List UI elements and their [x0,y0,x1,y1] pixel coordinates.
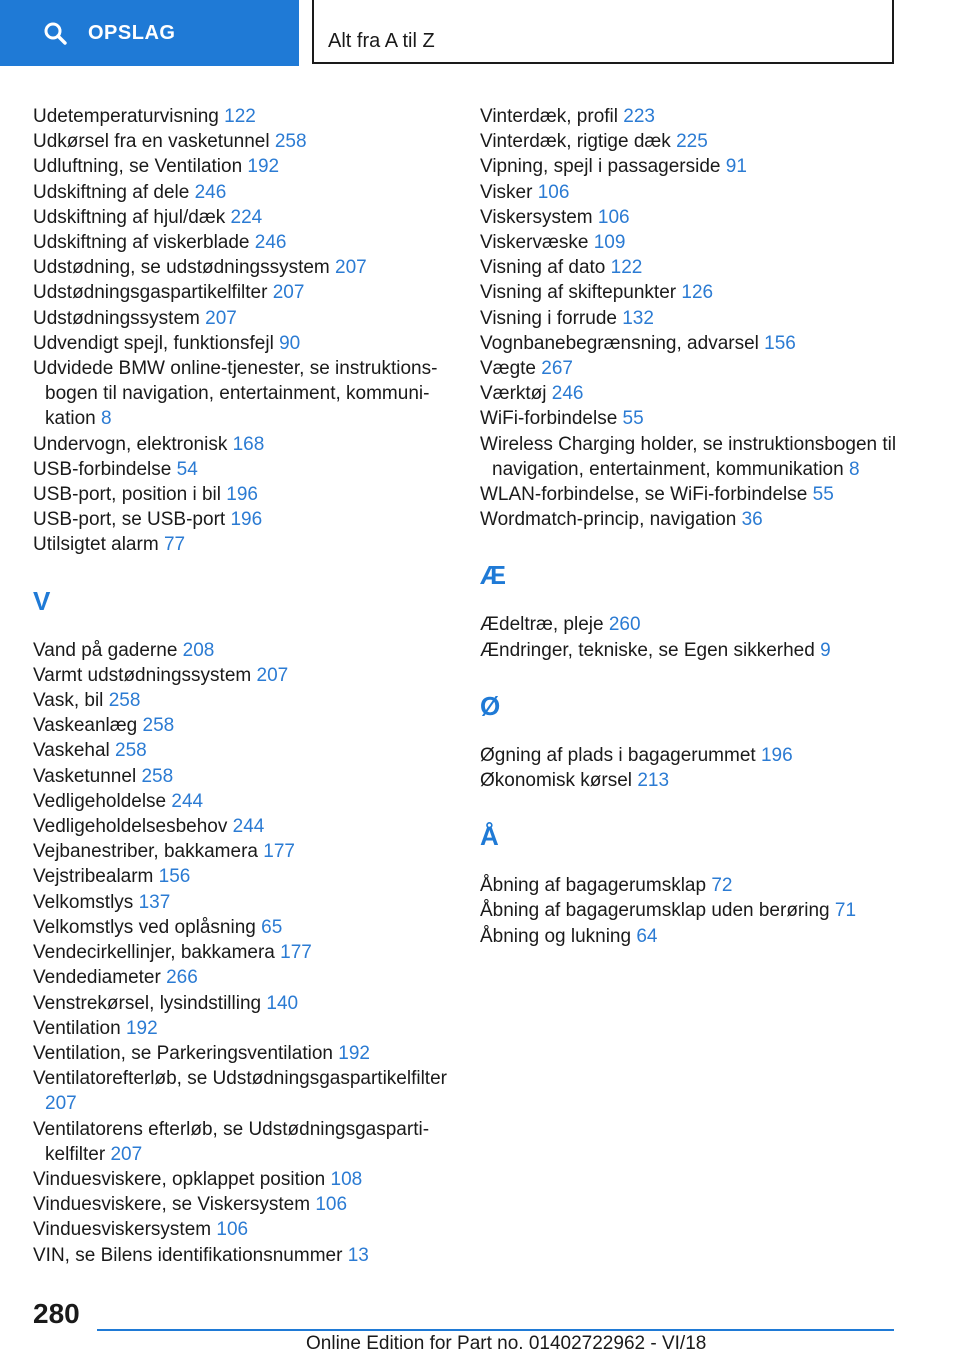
index-entry-text: Udstødningssystem [33,307,200,329]
page-reference-link[interactable]: 108 [330,1168,363,1190]
index-entry [33,1217,463,1242]
page-reference-link[interactable]: 177 [263,841,295,863]
section-letter: Æ [480,560,506,591]
index-entry [33,1117,463,1167]
section-tab[interactable] [0,0,299,66]
page-reference-link[interactable]: 8 [100,408,112,430]
index-entry [33,306,463,331]
index-entry [33,104,463,129]
page-reference-link[interactable]: 132 [622,307,654,329]
index-entry-text: Vipning, spejl i passagerside [480,156,721,178]
index-entry [33,940,463,965]
index-entry-text: Udstødning, se udstødningssystem [33,257,330,279]
index-entry [480,230,910,255]
index-entry-text: Vaskehal [33,740,110,762]
index-entry [33,280,463,305]
page-reference-link[interactable]: 213 [637,770,670,792]
index-entry-text: Velkomstlys ved oplåsning [33,916,256,938]
index-entry-text: Åbning og lukning [480,925,632,947]
index-entry-text: Udkørsel fra en vasketunnel [33,131,270,153]
index-entry [33,457,463,482]
index-entry-text: Udvidede BMW online-tjenester, se instruktionsbogen til navigation, entertainment, kommunikation [33,358,438,430]
index-entry-text: VIN, se Bilens identifikationsnummer [33,1244,343,1266]
index-entry [33,713,463,738]
index-entry-text: Vedligeholdelsesbehov [33,816,228,838]
page-reference-link[interactable]: 71 [834,900,857,922]
page-reference-link[interactable]: 122 [610,257,643,279]
index-entry [480,255,910,280]
index-entry-text: Wireless Charging holder, se instruktionsbogen til navigation, entertainment, kommunikation [480,433,897,480]
index-entry [33,814,463,839]
index-entry-text: Visning i forrude [480,307,617,329]
index-entry [33,356,463,432]
section-letter: Å [480,821,499,852]
section-letter: Ø [480,690,501,721]
index-entry [33,638,463,663]
page-reference-link[interactable]: 140 [266,992,299,1014]
page-reference-link[interactable]: 106 [315,1194,348,1216]
index-entry [33,663,463,688]
index-entry [480,104,910,129]
index-entry [480,482,910,507]
page-reference-link[interactable]: 55 [622,408,644,430]
page-reference-link[interactable]: 55 [812,484,834,506]
page-reference-link[interactable]: 109 [593,232,626,254]
index-entry [33,331,463,356]
page-reference-link[interactable]: 207 [256,664,289,686]
page-reference-link[interactable]: 91 [725,156,747,178]
index-entry-text: Udluftning, se Ventilation [33,156,243,178]
index-entry-text: Vejstribealarm [33,866,154,888]
index-entry [33,205,463,230]
index-entry [480,507,910,532]
index-entry-text: Vedligeholdelse [33,790,167,812]
index-entry [33,890,463,915]
index-entry-text: Ventilatorens efterløb, se Udstødningsgaspartikelfilter [33,1118,430,1165]
index-entry-text: Åbning af bagagerumsklap [480,875,707,897]
index-entry-text: Viskersystem [480,206,593,228]
page-reference-link[interactable]: 77 [163,534,186,556]
index-entry-text: Vinterdæk, profil [480,106,618,127]
page-reference-link[interactable]: 207 [335,257,367,279]
index-entry-text: Ventilation [33,1017,121,1039]
index-entry-text: Udvendigt spejl, funktionsfejl [33,332,274,354]
section-letter: V [33,585,51,616]
index-entry [33,230,463,255]
page-reference-link[interactable]: 168 [232,433,265,455]
page-reference-link[interactable]: 267 [541,358,573,380]
index-column-right [480,104,910,949]
index-entry [480,381,910,406]
index-entry-text: Vognbanebegrænsning, advarsel [480,332,759,354]
index-entry [480,306,910,331]
index-entry-text: Vaskeanlæg [33,715,138,737]
index-entry-text: Vinterdæk, rigtige dæk [480,131,671,153]
index-entry-text: Wordmatch-princip, navigation [480,509,737,531]
index-entry-text: Økonomisk kørsel [480,770,633,792]
page-reference-link[interactable]: 8 [848,458,860,480]
page-number: 280 [33,1298,80,1329]
index-entry-text: Venstrekørsel, lysindstilling [33,992,262,1014]
index-entry-text: Vejbanestriber, bakkamera [33,841,258,863]
page-reference-link[interactable]: 192 [247,156,280,178]
index-entry [33,1016,463,1041]
page-reference-link[interactable]: 126 [681,282,714,304]
index-entry-text: USB-forbindelse [33,458,172,480]
page-reference-link[interactable]: 13 [347,1244,369,1266]
index-entry [33,965,463,990]
page-reference-link[interactable]: 196 [230,509,263,531]
page-reference-link[interactable]: 207 [110,1143,143,1165]
index-entry-text: Ventilation, se Parkeringsventilation [33,1042,333,1064]
index-entry-text: Vand på gaderne [33,639,178,661]
index-entry [480,432,910,482]
index-entry [480,356,910,381]
index-entry [480,129,910,154]
page-reference-link[interactable]: 106 [216,1219,249,1241]
index-entry [33,180,463,205]
page-reference-link[interactable]: 244 [232,816,265,838]
page-reference-link[interactable]: 207 [205,307,237,329]
index-entry-text: Undervogn, elektronisk [33,433,228,455]
index-entry [480,898,910,923]
index-entry-text: Udskiftning af viskerblade [33,232,250,254]
index-entry [480,768,910,793]
index-entry [480,743,910,768]
index-entry-text: Udskiftning af dele [33,181,190,203]
index-entry [33,1066,463,1116]
index-entry-text: Vask, bil [33,690,104,712]
page-reference-link[interactable]: 223 [623,106,655,127]
index-entry-text: Udskiftning af hjul/dæk [33,206,226,228]
index-entry [480,180,910,205]
chapter-header [312,0,894,64]
index-entry-text: Øgning af plads i bagagerummet [480,744,756,766]
index-column-left [33,104,463,1268]
index-entry [480,205,910,230]
index-entry-text: Ædeltræ, pleje [480,614,604,636]
index-entry [33,688,463,713]
page-reference-link[interactable]: 196 [226,484,258,506]
index-entry-text: Vægte [480,358,536,380]
index-entry [480,638,910,663]
page-reference-link[interactable]: 225 [676,131,708,153]
index-entry-text: Viskervæske [480,232,589,254]
index-entry-text: Vinduesviskersystem [33,1219,212,1241]
index-entry [480,873,910,898]
index-entry [33,915,463,940]
index-entry [33,129,463,154]
page-reference-link[interactable]: 260 [608,614,641,636]
index-entry-text: Visker [480,181,533,203]
index-entry-text: Vendecirkellinjer, bakkamera [33,942,275,964]
index-entry-text: Ændringer, tekniske, se Egen sikkerhed [480,639,815,661]
index-entry [33,1243,463,1268]
index-entry [480,406,910,431]
page-reference-link[interactable]: 156 [764,332,796,354]
index-entry-text: WLAN-forbindelse, se WiFi-forbindelse [480,484,808,506]
page-reference-link[interactable]: 246 [194,181,227,203]
index-entry [480,924,910,949]
page-reference-link[interactable]: 65 [261,916,283,938]
page-reference-link[interactable]: 224 [230,206,263,228]
page-reference-link[interactable]: 258 [115,740,147,762]
index-entry [480,154,910,179]
page-reference-link[interactable]: 106 [537,181,570,203]
page-reference-link[interactable]: 106 [597,206,630,228]
index-entry-text: USB-port, se USB-port [33,509,226,531]
page-reference-link[interactable]: 258 [108,690,141,712]
page-reference-link[interactable]: 192 [338,1042,370,1064]
index-entry [33,738,463,763]
index-entry [33,1041,463,1066]
page-reference-link[interactable]: 208 [182,639,215,661]
index-entry-text: Visning af skiftepunkter [480,282,677,304]
page-reference-link[interactable]: 90 [279,332,301,354]
page-reference-link[interactable]: 177 [280,942,312,964]
page-reference-link[interactable]: 258 [274,131,307,153]
index-entry [33,839,463,864]
page-reference-link[interactable]: 36 [741,509,763,531]
page-reference-link[interactable]: 72 [711,875,733,897]
page-reference-link[interactable]: 266 [166,967,198,989]
index-entry [33,764,463,789]
page-reference-link[interactable]: 137 [138,891,171,913]
index-entry [480,331,910,356]
page-reference-link[interactable]: 54 [176,458,198,480]
chapter-title: Alt fra A til Z [328,30,435,52]
index-entry [33,432,463,457]
page-reference-link[interactable]: 246 [254,232,287,254]
page-reference-link[interactable]: 9 [820,639,831,661]
page-reference-link[interactable]: 196 [760,744,793,766]
index-entry-text: WiFi-forbindelse [480,408,618,430]
section-tab-label: OPSLAG [88,21,176,44]
page-reference-link[interactable]: 156 [158,866,191,888]
index-entry-text: USB-port, position i bil [33,484,221,506]
page-reference-link[interactable]: 192 [125,1017,158,1039]
edition-text: Online Edition for Part no. 01402722962 - VI/18 [306,1333,707,1354]
page-reference-link[interactable]: 246 [551,383,584,405]
index-entry-text: Vinduesviskere, se Viskersystem [33,1194,311,1216]
page-reference-link[interactable]: 258 [142,715,175,737]
index-entry [480,280,910,305]
index-entry [33,154,463,179]
index-entry-text: Åbning af bagagerumsklap uden berøring [480,900,830,922]
index-entry-text: Vasketunnel [33,765,137,787]
page-reference-link[interactable]: 207 [45,1093,77,1115]
index-entry [33,255,463,280]
index-entry [33,991,463,1016]
search-icon [42,20,68,46]
footer-divider [97,1329,894,1331]
index-entry [33,864,463,889]
index-entry [33,1167,463,1192]
index-entry-text: Visning af dato [480,257,606,279]
page-reference-link[interactable]: 244 [171,790,204,812]
index-entry-text: Utilsigtet alarm [33,534,159,556]
index-entry [33,507,463,532]
index-entry-text: Udstødningsgaspartikelfilter [33,282,268,304]
index-entry-text: Udetemperaturvisning [33,106,219,127]
page-reference-link[interactable]: 64 [636,925,658,947]
page-reference-link[interactable]: 122 [224,106,256,127]
index-entry-text: Velkomstlys [33,891,134,913]
page-reference-link[interactable]: 207 [272,282,305,304]
index-entry [33,532,463,557]
index-entry-text: Vendediameter [33,967,161,989]
index-entry [33,482,463,507]
page-reference-link[interactable]: 258 [141,765,174,787]
index-entry [480,612,910,637]
index-entry-text: Vinduesviskere, opklappet position [33,1168,326,1190]
index-entry-text: Varmt udstødningssystem [33,664,252,686]
index-entry-text: Værktøj [480,383,547,405]
index-entry-text: Ventilatorefterløb, se Udstødningsgaspartikelfilter [33,1068,447,1090]
index-entry [33,1192,463,1217]
index-entry [33,789,463,814]
